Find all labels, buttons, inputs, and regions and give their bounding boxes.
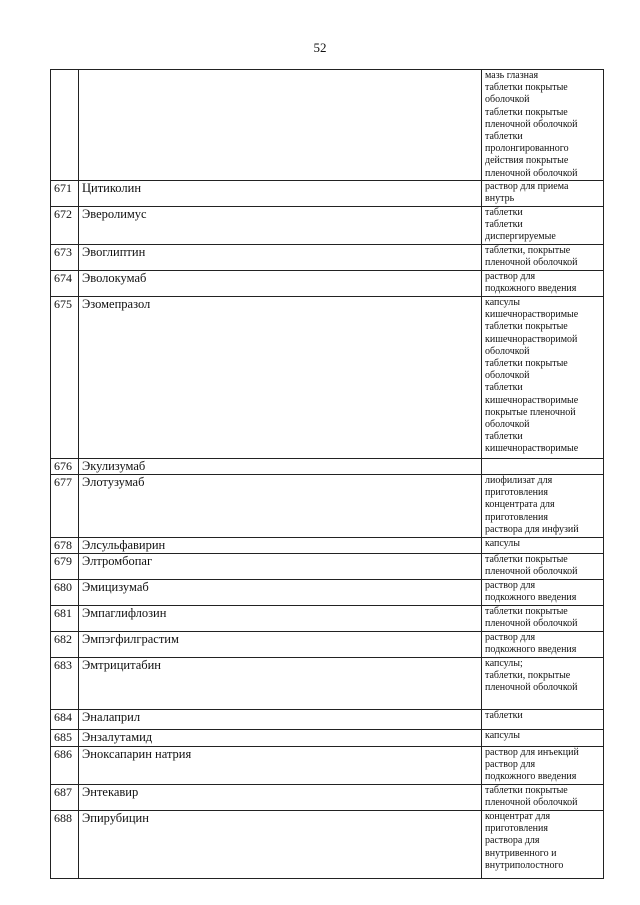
drug-name: Эверолимус (79, 207, 482, 245)
row-number: 680 (51, 580, 79, 606)
table-row (51, 245, 604, 271)
drug-name: Цитиколин (79, 181, 482, 207)
table-row (51, 271, 604, 297)
dosage-form: мазь глазная таблетки покрытые оболочкой таблетки покрытые пленочной оболочкой таблетки пролонгированного действия покрытые пленочной оболочкой (482, 70, 604, 181)
row-number: 677 (51, 475, 79, 538)
table-row (51, 554, 604, 580)
table-row (51, 785, 604, 811)
dosage-form: таблетки покрытые пленочной оболочкой (482, 606, 604, 632)
drug-name: Эзомепразол (79, 297, 482, 459)
table-row (51, 475, 604, 538)
row-number: 685 (51, 730, 79, 747)
drug-table (50, 69, 604, 879)
table-row (51, 207, 604, 245)
table-row (51, 658, 604, 710)
drug-name: Экулизумаб (79, 459, 482, 475)
row-number: 671 (51, 181, 79, 207)
dosage-form: таблетки (482, 710, 604, 730)
dosage-form: таблетки покрытые пленочной оболочкой (482, 785, 604, 811)
row-number: 686 (51, 747, 79, 785)
row-number: 683 (51, 658, 79, 710)
row-number: 675 (51, 297, 79, 459)
row-number: 673 (51, 245, 79, 271)
drug-name: Эмпаглифлозин (79, 606, 482, 632)
dosage-form: таблетки таблетки диспергируемые (482, 207, 604, 245)
dosage-form: раствор для подкожного введения (482, 632, 604, 658)
dosage-form: таблетки покрытые пленочной оболочкой (482, 554, 604, 580)
page-number: 52 (313, 40, 327, 55)
row-number (51, 70, 79, 181)
table-row (51, 297, 604, 459)
dosage-form: капсулы (482, 538, 604, 554)
dosage-form: раствор для инъекций раствор для подкожного введения (482, 747, 604, 785)
drug-name: Энтекавир (79, 785, 482, 811)
drug-name: Эволокумаб (79, 271, 482, 297)
table-row (51, 580, 604, 606)
drug-name: Эноксапарин натрия (79, 747, 482, 785)
table-row (51, 730, 604, 747)
dosage-form: раствор для приема внутрь (482, 181, 604, 207)
drug-name: Эмицизумаб (79, 580, 482, 606)
table-row (51, 459, 604, 475)
row-number: 678 (51, 538, 79, 554)
dosage-form: капсулы кишечнорастворимые таблетки покрытые кишечнорастворимой оболочкой таблетки покрытые оболочкой таблетки кишечнорастворимые покрытые пленочной оболочкой таблетки кишечнорастворимые (482, 297, 604, 459)
row-number: 679 (51, 554, 79, 580)
dosage-form: капсулы (482, 730, 604, 747)
table-row (51, 811, 604, 879)
table-row (51, 606, 604, 632)
table-row (51, 632, 604, 658)
table-row (51, 181, 604, 207)
dosage-form: раствор для подкожного введения (482, 580, 604, 606)
dosage-form: раствор для подкожного введения (482, 271, 604, 297)
row-number: 676 (51, 459, 79, 475)
drug-name: Эмтрицитабин (79, 658, 482, 710)
drug-name: Эвоглиптин (79, 245, 482, 271)
row-number: 672 (51, 207, 79, 245)
table-row (51, 538, 604, 554)
drug-name: Эпирубицин (79, 811, 482, 879)
row-number: 687 (51, 785, 79, 811)
row-number: 674 (51, 271, 79, 297)
table-row (51, 710, 604, 730)
row-number: 684 (51, 710, 79, 730)
row-number: 682 (51, 632, 79, 658)
drug-name: Элсульфавирин (79, 538, 482, 554)
dosage-form: таблетки, покрытые пленочной оболочкой (482, 245, 604, 271)
dosage-form: капсулы; таблетки, покрытые пленочной оболочкой (482, 658, 604, 710)
drug-name: Элтромбопаг (79, 554, 482, 580)
drug-name (79, 70, 482, 181)
dosage-form (482, 459, 604, 475)
table-row (51, 70, 604, 181)
dosage-form: лиофилизат для приготовления концентрата для приготовления раствора для инфузий (482, 475, 604, 538)
drug-name: Эналаприл (79, 710, 482, 730)
table-row (51, 747, 604, 785)
drug-name: Эмпэгфилграстим (79, 632, 482, 658)
drug-name: Элотузумаб (79, 475, 482, 538)
row-number: 681 (51, 606, 79, 632)
dosage-form: концентрат для приготовления раствора для внутривенного и внутриполостного (482, 811, 604, 879)
row-number: 688 (51, 811, 79, 879)
drug-name: Энзалутамид (79, 730, 482, 747)
